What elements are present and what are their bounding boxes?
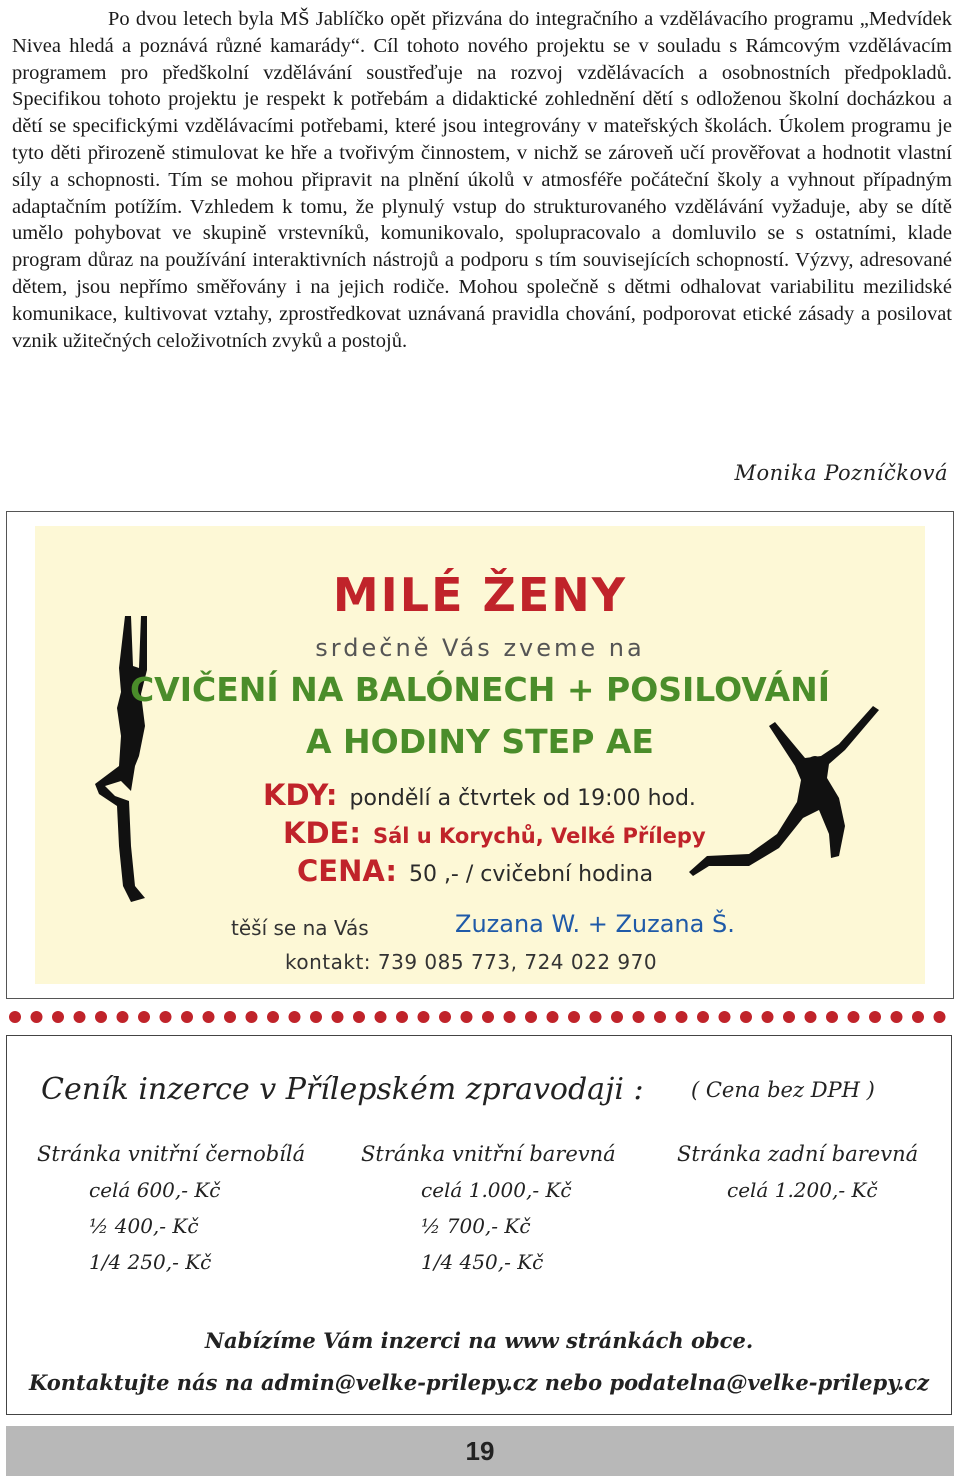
divider-dot [439, 1011, 451, 1023]
divider-dot [160, 1011, 172, 1023]
poster-when-row [263, 778, 696, 812]
divider-dot [31, 1011, 43, 1023]
divider-dot [95, 1011, 107, 1023]
page-number: 19 [465, 1436, 495, 1466]
divider-dot [697, 1011, 709, 1023]
divider-dot [934, 1011, 946, 1023]
divider-dot [289, 1011, 301, 1023]
price-column [677, 1142, 918, 1214]
divider-dot [353, 1011, 365, 1023]
divider-dot [869, 1011, 881, 1023]
divider-dot [676, 1011, 688, 1023]
divider-dot [590, 1011, 602, 1023]
page-footer-bar [6, 1426, 954, 1476]
price-column-heading: Stránka zadní barevná [677, 1142, 919, 1166]
price-column [37, 1142, 305, 1286]
divider-dot [568, 1011, 580, 1023]
poster-event-line-2: A HODINY STEP AE [306, 722, 654, 761]
divider-dot [611, 1011, 623, 1023]
when-label: KDY: [263, 778, 338, 812]
price-item: ½ 400,- Kč [89, 1214, 199, 1238]
divider-dot [117, 1011, 129, 1023]
divider-dot [138, 1011, 150, 1023]
divider-dot [181, 1011, 193, 1023]
poster-invite: srdečně Vás zveme na [315, 634, 645, 662]
divider-dot [52, 1011, 64, 1023]
article [12, 6, 952, 354]
price-item: 1/4 250,- Kč [89, 1250, 212, 1274]
poster-organizers: Zuzana W. + Zuzana Š. [455, 910, 735, 938]
poster-frame [6, 511, 954, 999]
price-list-title: Ceník inzerce v Přílepském zpravodaji : [41, 1072, 644, 1107]
price-item: celá 600,- Kč [89, 1178, 221, 1202]
contact-emails-note: Kontaktujte nás na admin@velke-prilepy.cz nebo podatelna@velke-prilepy.cz [28, 1370, 930, 1395]
price-item: 1/4 450,- Kč [421, 1250, 544, 1274]
divider-dot [848, 1011, 860, 1023]
divider-dot [9, 1011, 21, 1023]
divider-dot [418, 1011, 430, 1023]
divider-dot [719, 1011, 731, 1023]
price-item: celá 1.200,- Kč [727, 1178, 878, 1202]
divider-dot [783, 1011, 795, 1023]
divider-dot [547, 1011, 559, 1023]
divider-dot [461, 1011, 473, 1023]
when-value: pondělí a čtvrtek od 19:00 hod. [349, 786, 696, 811]
divider-dot [525, 1011, 537, 1023]
divider-dot [762, 1011, 774, 1023]
price-item: ½ 700,- Kč [421, 1214, 531, 1238]
divider-dot [375, 1011, 387, 1023]
where-value: Sál u Korychů, Velké Přílepy [372, 824, 706, 848]
exercise-poster [35, 526, 925, 984]
where-label: KDE: [283, 816, 361, 850]
divider-dot [332, 1011, 344, 1023]
poster-event-line-1: CVIČENÍ NA BALÓNECH + POSILOVÁNÍ [129, 670, 831, 709]
divider-dot [633, 1011, 645, 1023]
divider-dot [267, 1011, 279, 1023]
poster-where-row [283, 816, 706, 850]
article-paragraph: Po dvou letech byla MŠ Jablíčko opět přizvána do integračního a vzdělávacího programu „Medvídek Nivea hledá a poznává různé kamarády“. Cíl tohoto nového projektu se v souladu s Rámcovým vzdělávacím programem pro předškolní vzdělávání soustřeďuje na rozvoj vzdělávacích a osobnostních předpokladů. Specifikou tohoto projektu je respekt k potřebám a didaktické zohlednění dětí s odloženou školní docházkou a dětí se specifickými vzdělávacími potřebami, které jsou integrovány v mateřských školách. Úkolem programu je tyto děti přirozeně stimulovat ke hře a tvořivým činnostem, v nichž se zároveň učí prověřovat a hodnotit vlastní síly a schopnosti. Tím se mohou připravit na plnění úkolů v atmosféře počáteční školy a vyhnout případným adaptačním potížím. Vzhledem k tomu, že plynulý vstup do strukturovaného vzdělávání vyžaduje, aby se dítě umělo pohybovat ve skupině vrstevníků, komunikovalo, spolupracovalo a domluvilo se s ostatními, klade program důraz na používání interaktivních nástrojů a podporu s tím souvisejících schopností. Výzvy, adresované dětem, jsou nepřímo směřovány i na jejich rodiče. Mohou společně s dětmi odhalovat variabilitu mezilidské komunikace, kultivovat vztahy, zprostředkovat uznávaná pravidla chování, podporovat etické zásady a posilovat vznik užitečných celoživotních zvyků a postojů. [12, 8, 952, 352]
divider-dot [654, 1011, 666, 1023]
divider-dot [310, 1011, 322, 1023]
poster-price-row [297, 854, 653, 888]
web-advertising-note: Nabízíme Vám inzerci na www stránkách obce. [204, 1328, 754, 1353]
divider-dot [805, 1011, 817, 1023]
dotted-divider [6, 1008, 954, 1026]
divider-dot [482, 1011, 494, 1023]
poster-greeting: těší se na Vás [231, 916, 369, 940]
poster-headline: MILÉ ŽENY [332, 568, 628, 622]
price-label: CENA: [297, 854, 397, 888]
divider-dot [203, 1011, 215, 1023]
price-value: 50 ,- / cvičební hodina [408, 862, 654, 887]
price-column-heading: Stránka vnitřní barevná [361, 1142, 616, 1166]
divider-dot [224, 1011, 236, 1023]
divider-dot [740, 1011, 752, 1023]
divider-dot [826, 1011, 838, 1023]
price-column-heading: Stránka vnitřní černobílá [37, 1142, 306, 1166]
price-column [361, 1142, 616, 1286]
divider-dot [74, 1011, 86, 1023]
poster-contact: kontakt: 739 085 773, 724 022 970 [285, 950, 658, 974]
divider-dot [396, 1011, 408, 1023]
price-list-note: ( Cena bez DPH ) [691, 1078, 875, 1102]
divider-dot [246, 1011, 258, 1023]
divider-dot [504, 1011, 516, 1023]
divider-dot [912, 1011, 924, 1023]
author-signature: Monika Pozníčková [734, 461, 948, 485]
price-list-box [6, 1035, 952, 1415]
divider-dot [891, 1011, 903, 1023]
price-item: celá 1.000,- Kč [421, 1178, 572, 1202]
